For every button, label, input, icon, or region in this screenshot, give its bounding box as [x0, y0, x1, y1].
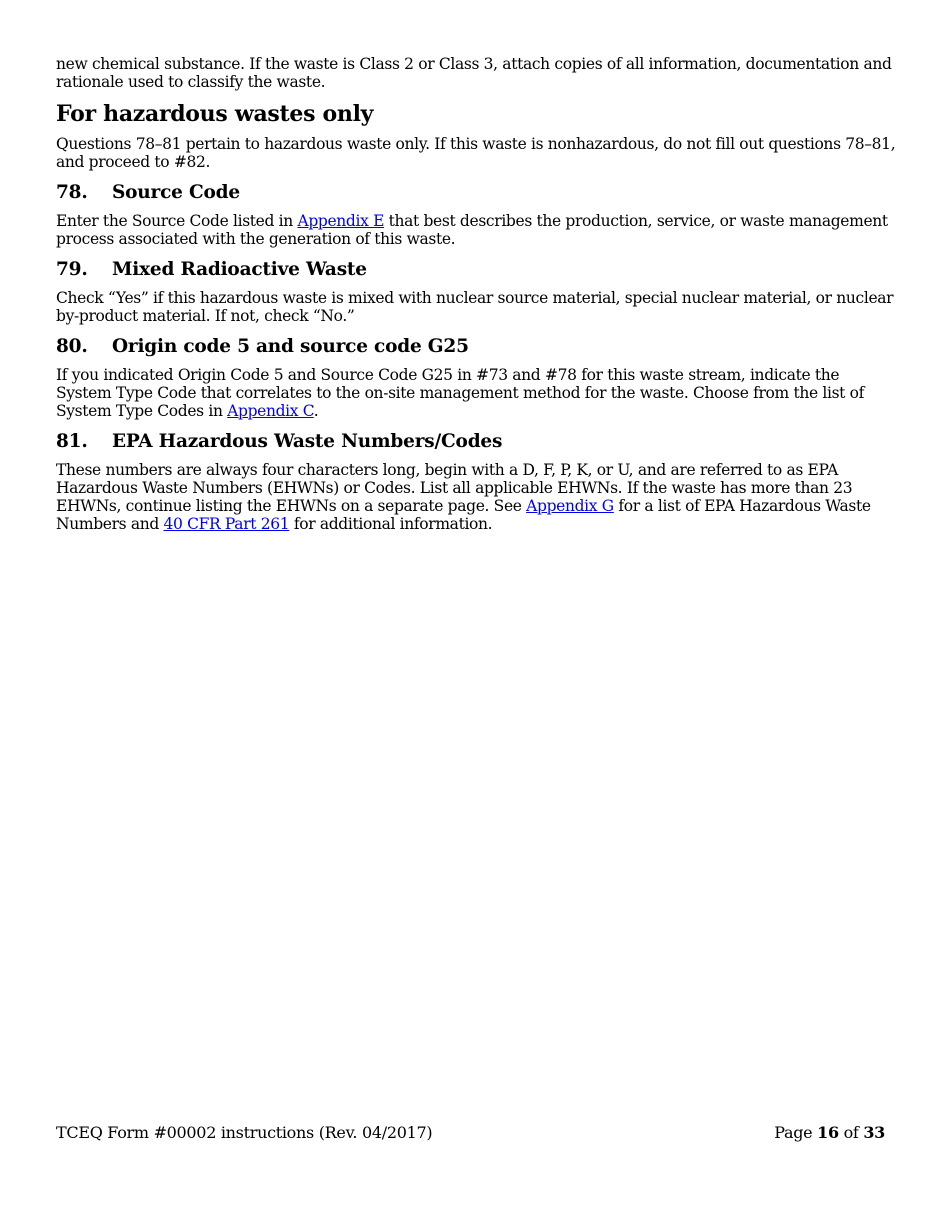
appendix-g-link[interactable]: Appendix G: [526, 497, 614, 515]
item-81-text-middle: for a list of EPA Hazardous Waste Numbers and: [56, 497, 871, 533]
cfr-part-261-link[interactable]: 40 CFR Part 261: [163, 515, 290, 533]
item-79-paragraph: Check “Yes” if this hazardous waste is mixed with nuclear source material, special nuclear material, or nuclear by-product material. If not, check “No.”: [56, 289, 894, 325]
item-78-heading: [56, 182, 896, 204]
item-81-text-after: for additional information.: [289, 515, 493, 533]
section-heading: For hazardous wastes only: [56, 101, 374, 127]
item-81-number: 81.: [56, 431, 88, 452]
item-79-heading: [56, 259, 896, 281]
item-80-heading: [56, 336, 896, 358]
item-80-paragraph: [56, 366, 896, 420]
footer-of-word: of: [838, 1123, 864, 1142]
footer-form-label: TCEQ Form #00002 instructions (Rev. 04/2017): [56, 1123, 433, 1142]
page-footer: [56, 1123, 885, 1143]
section-intro-paragraph: Questions 78–81 pertain to hazardous waste only. If this waste is nonhazardous, do not fill out questions 78–81, and proceed to #82.: [56, 135, 896, 171]
item-78-text-after: that best describes the production, service, or waste management process associated with the generation of this waste.: [56, 212, 888, 248]
item-81-heading: [56, 431, 896, 453]
footer-page-word: Page: [774, 1123, 818, 1142]
item-80-title: Origin code 5 and source code G25: [112, 336, 469, 357]
item-81-title: EPA Hazardous Waste Numbers/Codes: [112, 431, 503, 452]
footer-page-number: [774, 1123, 885, 1143]
item-79-number: 79.: [56, 259, 88, 280]
item-80-text-before: If you indicated Origin Code 5 and Source Code G25 in #73 and #78 for this waste stream, indicate the System Type Code that correlates to the on-site management method for the waste. Choose from the list of System Type Codes in: [56, 366, 865, 420]
item-79-title: Mixed Radioactive Waste: [112, 259, 367, 280]
footer-page-total: 33: [863, 1123, 885, 1142]
item-81-paragraph: [56, 461, 896, 533]
document-body: [56, 55, 896, 533]
item-80-number: 80.: [56, 336, 88, 357]
item-80-text-after: .: [313, 402, 319, 420]
item-78-number: 78.: [56, 182, 88, 203]
item-81-text-before: These numbers are always four characters long, begin with a D, F, P, K, or U, and are referred to as EPA Hazardous Waste Numbers (EHWNs) or Codes. List all applicable EHWNs. If the waste has more than 23 EHWNs, continue listing the EHWNs on a separate page. See: [56, 461, 853, 515]
intro-paragraph: new chemical substance. If the waste is Class 2 or Class 3, attach copies of all information, documentation and rationale used to classify the waste.: [56, 55, 892, 91]
item-78-paragraph: [56, 212, 896, 248]
appendix-c-link[interactable]: Appendix C: [227, 402, 314, 420]
appendix-e-link[interactable]: Appendix E: [297, 212, 385, 230]
item-78-text-before: Enter the Source Code listed in: [56, 212, 298, 230]
footer-page-current: 16: [817, 1123, 839, 1142]
item-78-title: Source Code: [112, 182, 240, 203]
